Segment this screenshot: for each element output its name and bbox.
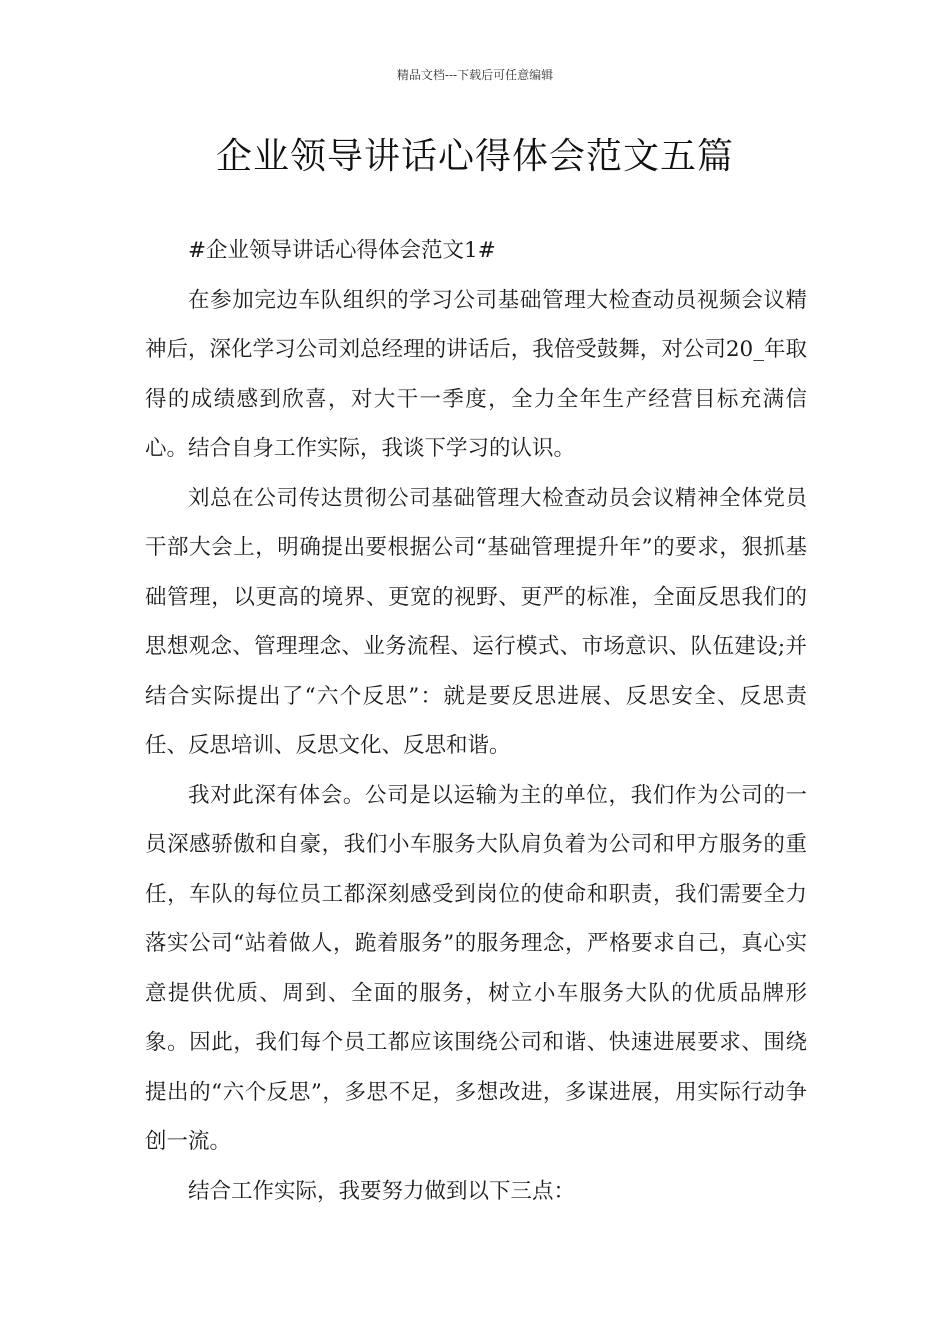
document-body	[145, 226, 807, 1216]
section-heading: #企业领导讲话心得体会范文1#	[188, 238, 496, 263]
paragraph-3: 我对此深有体会。公司是以运输为主的单位，我们作为公司的一员深感骄傲和自豪，我们小车服务大队肩负着为公司和甲方服务的重任，车队的每位员工都深刻感受到岗位的使命和职责，我们需要全力落实公司“站着做人，跪着服务”的服务理念，严格要求自己，真心实意提供优质、周到、全面的服务，树立小车服务大队的优质品牌形象。因此，我们每个员工都应该围绕公司和谐、快速进展要求、围绕提出的“六个反思”，多思不足，多想改进，多谋进展，用实际行动争创一流。	[145, 782, 807, 1154]
paragraph-4: 结合工作实际，我要努力做到以下三点：	[188, 1178, 576, 1204]
header-note: 精品文档---下载后可任意编辑	[396, 68, 554, 82]
paragraph-1: 在参加完边车队组织的学习公司基础管理大检查动员视频会议精神后，深化学习公司刘总经理的讲话后，我倍受鼓舞，对公司20_年取得的成绩感到欣喜，对大干一季度，全力全年生产经营目标充满信心。结合自身工作实际，我谈下学习的认识。	[145, 287, 807, 461]
document-title: 企业领导讲话心得体会范文五篇	[215, 136, 734, 177]
paragraph-2: 刘总在公司传达贯彻公司基础管理大检查动员会议精神全体党员干部大会上，明确提出要根据公司“基础管理提升年”的要求，狠抓基础管理，以更高的境界、更宽的视野、更严的标准，全面反思我们的思想观念、管理理念、业务流程、运行模式、市场意识、队伍建设;并结合实际提出了“六个反思”：就是要反思进展、反思安全、反思责任、反思培训、反思文化、反思和谐。	[145, 485, 807, 758]
